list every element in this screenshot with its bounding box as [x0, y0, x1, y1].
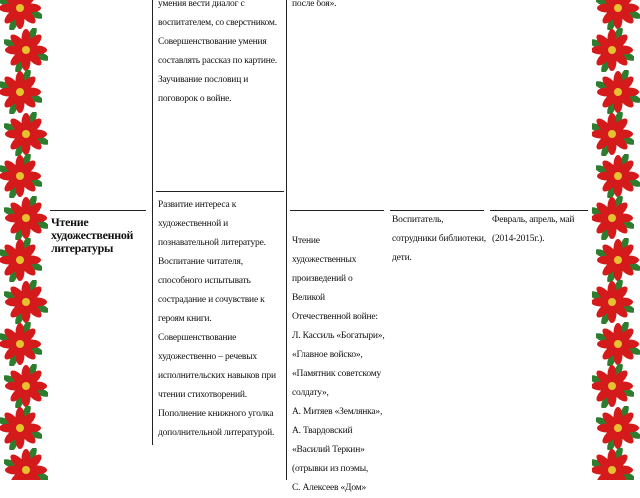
heading-line: литературы [51, 241, 114, 255]
poinsettia-icon [596, 238, 640, 282]
poinsettia-icon [592, 112, 634, 156]
text-line: А. Твардовский [292, 426, 353, 436]
text-line: Совершенствование умения [158, 37, 267, 47]
top-content-cell [292, 0, 384, 14]
row-divider [290, 210, 384, 211]
poinsettia-icon [596, 406, 640, 450]
text-line: «Памятник советскому [292, 369, 382, 379]
text-line: «Василий Теркин» [292, 445, 365, 455]
text-line: Отечественной войне: [292, 312, 378, 322]
column-divider [152, 0, 153, 445]
column-divider [286, 0, 287, 480]
text-line: героям книги. [158, 314, 212, 324]
text-line: «Главное войско», [292, 350, 363, 360]
text-line: поговорок о войне. [158, 94, 232, 104]
text-line: художественно – речевых [158, 352, 257, 362]
document-table [48, 0, 592, 493]
text-line: Пополнение книжного уголка [158, 409, 274, 419]
text-line: умения вести диалог с [158, 0, 245, 9]
poinsettia-icon [592, 28, 634, 72]
text-line: сострадание и сочувствие к [158, 295, 265, 305]
text-line: (отрывки из поэмы, [292, 464, 369, 474]
top-goals-cell [158, 0, 284, 109]
poinsettia-icon [596, 322, 640, 366]
responsible-cell [392, 211, 488, 268]
text-line: дети. [392, 253, 412, 263]
timing-cell [492, 211, 590, 249]
text-line: чтении стихотворений. [158, 390, 247, 400]
text-line: воспитателем, со сверстником. [158, 18, 277, 28]
text-line: познавательной литературе. [158, 238, 266, 248]
row-heading [51, 216, 149, 255]
content-cell [292, 232, 386, 498]
poinsettia-icon [4, 196, 48, 240]
poinsettia-icon [592, 280, 634, 324]
poinsettia-icon [0, 0, 42, 30]
poinsettia-icon [596, 70, 640, 114]
text-line: Воспитатель, [392, 215, 444, 225]
poinsettia-icon [596, 0, 640, 30]
text-line: составлять рассказ по картине. [158, 56, 277, 66]
heading-line: художественной [51, 228, 134, 242]
goals-cell [158, 196, 284, 443]
poinsettia-icon [0, 322, 42, 366]
text-line: исполнительских навыков при [158, 371, 276, 381]
poinsettia-icon [0, 70, 42, 114]
text-line: (2014-2015г.). [492, 234, 545, 244]
text-line: Воспитание читателя, [158, 257, 243, 267]
text-line: Совершенствование [158, 333, 237, 343]
poinsettia-icon [4, 28, 48, 72]
text-line: художественной и [158, 219, 229, 229]
text-line: С. Алексеев «Дом» [292, 483, 367, 493]
text-line: солдату», [292, 388, 329, 398]
text-line: Развитие интереса к [158, 200, 237, 210]
text-line: Чтение художественных [292, 236, 357, 265]
poinsettia-icon [4, 364, 48, 408]
text-line: способного испытывать [158, 276, 251, 286]
poinsettia-icon [592, 196, 634, 240]
poinsettia-icon [0, 238, 42, 282]
poinsettia-icon [596, 154, 640, 198]
text-line: дополнительной литературой. [158, 428, 275, 438]
poinsettia-icon [4, 280, 48, 324]
text-line: Февраль, апрель, май [492, 215, 575, 225]
text-line: Л. Кассиль «Богатыри», [292, 331, 385, 341]
text-line: А. Митяев «Землянка», [292, 407, 383, 417]
text-line: сотрудники библиотеки, [392, 234, 486, 244]
poinsettia-icon [0, 406, 42, 450]
poinsettia-icon [4, 448, 48, 480]
poinsettia-icon [592, 448, 634, 480]
left-decorative-border [0, 0, 48, 480]
poinsettia-icon [592, 364, 634, 408]
row-divider [50, 210, 146, 211]
text-line: Заучивание пословиц и [158, 75, 249, 85]
poinsettia-icon [0, 154, 42, 198]
row-divider [156, 191, 284, 192]
poinsettia-icon [4, 112, 48, 156]
right-decorative-border [592, 0, 640, 480]
text-line: после боя». [292, 0, 337, 9]
heading-line: Чтение [51, 215, 89, 229]
text-line: произведений о Великой [292, 274, 353, 303]
